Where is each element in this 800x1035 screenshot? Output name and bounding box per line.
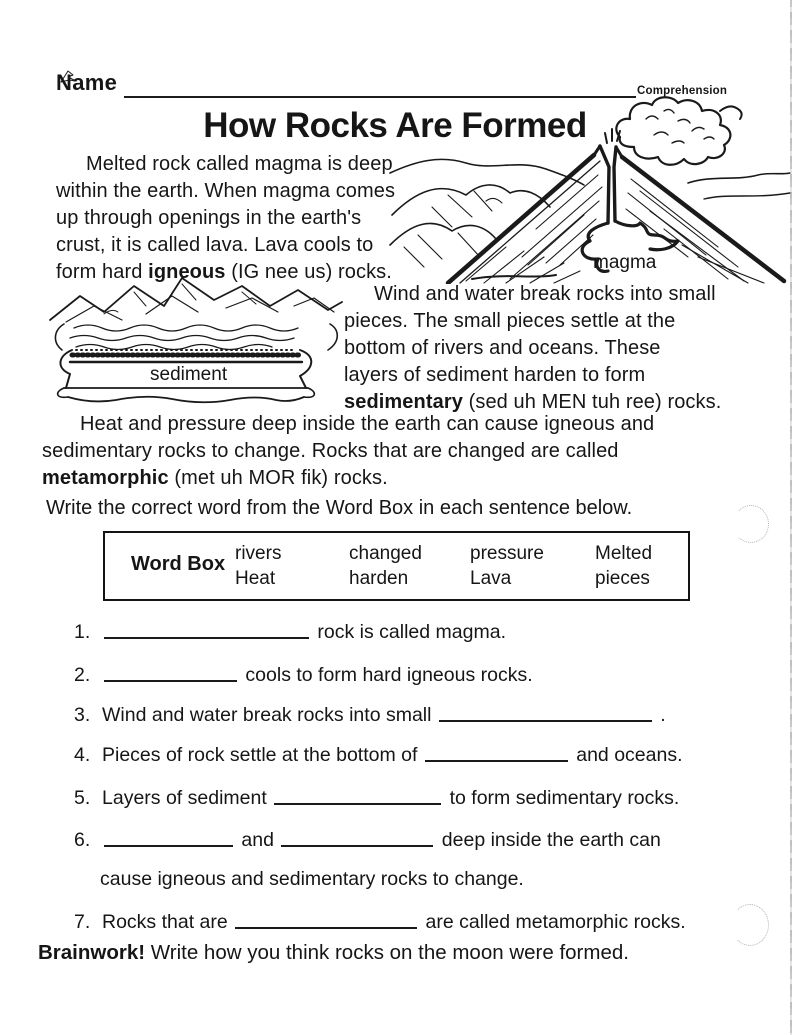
answer-blank[interactable] bbox=[104, 622, 309, 639]
text-segment: Layers of sediment bbox=[102, 787, 273, 809]
question-6-continued bbox=[100, 868, 524, 891]
text-segment: and bbox=[236, 829, 280, 851]
question-text bbox=[100, 868, 524, 890]
question-text bbox=[102, 664, 533, 686]
text-segment: Heat and pressure deep inside the earth can cause igneous and bbox=[80, 413, 655, 435]
question-number: 5. bbox=[74, 787, 91, 809]
question-6 bbox=[74, 829, 661, 852]
text-segment: form hard bbox=[56, 261, 149, 283]
word-box-word: harden bbox=[349, 568, 409, 589]
magma-label: magma bbox=[593, 252, 657, 273]
worksheet-category-label: Comprehension bbox=[637, 85, 728, 97]
text-segment: sedimentary bbox=[344, 391, 463, 413]
question-text bbox=[102, 829, 661, 851]
sediment-label: sediment bbox=[150, 364, 228, 385]
text-segment: crust, it is called lava. Lava cools to bbox=[56, 234, 374, 256]
text-segment: Wind and water break rocks into small bbox=[102, 704, 437, 726]
answer-blank[interactable] bbox=[425, 745, 568, 762]
sediment-illustration bbox=[46, 266, 346, 404]
answer-blank[interactable] bbox=[104, 665, 237, 682]
answer-blank[interactable] bbox=[235, 912, 417, 929]
question-text bbox=[102, 744, 683, 766]
page-title: How Rocks Are Formed bbox=[203, 106, 587, 145]
text-segment: (IG nee us) rocks. bbox=[225, 261, 392, 283]
answer-blank[interactable] bbox=[104, 830, 233, 847]
text-segment: sedimentary rocks to change. Rocks that are changed are called bbox=[42, 440, 619, 462]
name-label: Name bbox=[56, 70, 118, 95]
question-text bbox=[102, 911, 686, 933]
text-segment: . bbox=[654, 704, 666, 726]
question-number: 4. bbox=[74, 744, 91, 766]
word-box-word: Melted bbox=[595, 543, 653, 564]
word-box-word: rivers bbox=[235, 543, 282, 564]
text-segment: and oceans. bbox=[570, 744, 683, 766]
brainwork-text: Write how you think rocks on the moon were formed. bbox=[145, 941, 629, 964]
text-segment: layers of sediment harden to form bbox=[344, 364, 646, 386]
text-segment: cause igneous and sedimentary rocks to change. bbox=[100, 868, 524, 890]
text-segment: bottom of rivers and oceans. These bbox=[344, 337, 661, 359]
binder-ring-artifact bbox=[731, 904, 769, 946]
question-3 bbox=[74, 704, 666, 727]
question-number: 1. bbox=[74, 621, 91, 643]
word-box bbox=[103, 531, 690, 601]
question-1 bbox=[74, 621, 506, 644]
text-segment: within the earth. When magma comes bbox=[56, 180, 396, 202]
word-box-word: Heat bbox=[235, 568, 276, 589]
question-text bbox=[102, 704, 666, 726]
text-segment: (met uh MOR fik) rocks. bbox=[168, 467, 388, 489]
word-box-word: Lava bbox=[470, 568, 512, 589]
brainwork-label: Brainwork! bbox=[38, 941, 146, 964]
text-segment: metamorphic bbox=[42, 467, 169, 489]
text-segment: Pieces of rock settle at the bottom of bbox=[102, 744, 423, 766]
text-segment: pieces. The small pieces settle at the bbox=[344, 310, 676, 332]
question-number: 6. bbox=[74, 829, 91, 851]
question-4 bbox=[74, 744, 683, 767]
paragraph-sedimentary bbox=[344, 281, 769, 416]
word-box-column bbox=[349, 541, 422, 591]
word-box-column bbox=[235, 541, 281, 591]
answer-blank[interactable] bbox=[281, 830, 433, 847]
word-box-column bbox=[595, 541, 652, 591]
word-box-word: pressure bbox=[470, 543, 544, 564]
answer-blank[interactable] bbox=[439, 705, 652, 722]
word-box-word: pieces bbox=[595, 568, 650, 589]
question-2 bbox=[74, 664, 533, 687]
text-segment: rock is called magma. bbox=[312, 621, 506, 643]
instruction-text: Write the correct word from the Word Box in each sentence below. bbox=[46, 497, 633, 519]
text-segment: to form sedimentary rocks. bbox=[444, 787, 680, 809]
question-number: 7. bbox=[74, 911, 91, 933]
volcano-drawing-icon bbox=[388, 94, 792, 284]
text-segment: up through openings in the earth's bbox=[56, 207, 362, 229]
question-5 bbox=[74, 787, 679, 810]
question-text bbox=[102, 621, 506, 643]
answer-blank[interactable] bbox=[274, 788, 441, 805]
scan-edge-artifact bbox=[790, 0, 792, 1035]
word-box-label: Word Box bbox=[131, 553, 226, 575]
pen-mark-artifact bbox=[59, 68, 81, 86]
text-segment: igneous bbox=[148, 261, 226, 283]
text-segment: deep inside the earth can bbox=[436, 829, 661, 851]
question-number: 2. bbox=[74, 664, 91, 686]
volcano-illustration bbox=[388, 94, 792, 284]
text-segment: are called metamorphic rocks. bbox=[420, 911, 686, 933]
question-text bbox=[102, 787, 679, 809]
question-7 bbox=[74, 911, 686, 934]
question-number: 3. bbox=[74, 704, 91, 726]
text-segment: (sed uh MEN tuh ree) rocks. bbox=[462, 391, 722, 413]
brainwork-prompt bbox=[38, 941, 629, 965]
paragraph-metamorphic bbox=[42, 411, 737, 492]
word-box-column bbox=[470, 541, 544, 591]
word-box-word: changed bbox=[349, 543, 422, 564]
text-segment: Melted rock called magma is deep bbox=[86, 153, 393, 175]
text-segment: Wind and water break rocks into small bbox=[374, 283, 716, 305]
text-segment: Rocks that are bbox=[102, 911, 234, 933]
binder-ring-artifact bbox=[733, 505, 769, 543]
text-segment: cools to form hard igneous rocks. bbox=[240, 664, 533, 686]
